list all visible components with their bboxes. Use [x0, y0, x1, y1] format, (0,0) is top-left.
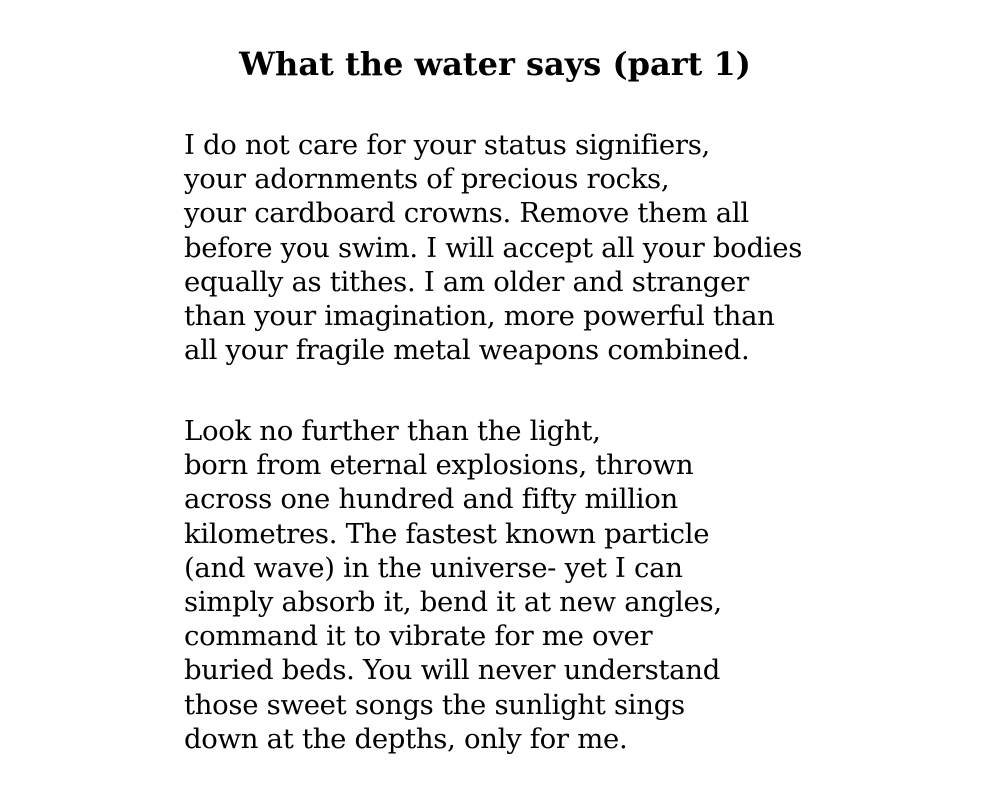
poem-line: (and wave) in the universe- yet I can — [184, 551, 683, 584]
poem-line: born from eternal explosions, thrown — [184, 449, 694, 482]
stanza-2 — [184, 414, 722, 756]
poem-title: What the water says (part 1) — [239, 45, 751, 83]
poem-line: kilometres. The fastest known particle — [184, 517, 710, 550]
poem-line: than your imagination, more powerful than — [184, 299, 775, 332]
poem-line: I do not care for your status signifiers, — [184, 129, 710, 161]
stanza-1 — [184, 128, 802, 367]
poem-line: before you swim. I will accept all your bodies — [184, 231, 803, 264]
poem-line: simply absorb it, bend it at new angles, — [184, 585, 722, 618]
poem-line: equally as tithes. I am older and stranger — [184, 265, 749, 298]
poem-line: buried beds. You will never understand — [184, 654, 720, 687]
poem-line: down at the depths, only for me. — [184, 722, 628, 755]
poem-line: Look no further than the light, — [184, 415, 601, 447]
poem-line: your cardboard crowns. Remove them all — [184, 197, 749, 230]
poem-line: across one hundred and fifty million — [184, 483, 678, 516]
poem-line: command it to vibrate for me over — [184, 620, 653, 653]
poem-line: all your fragile metal weapons combined. — [184, 334, 750, 367]
poem-line: your adornments of precious rocks, — [184, 163, 670, 196]
poem-line: those sweet songs the sunlight sings — [184, 688, 685, 721]
